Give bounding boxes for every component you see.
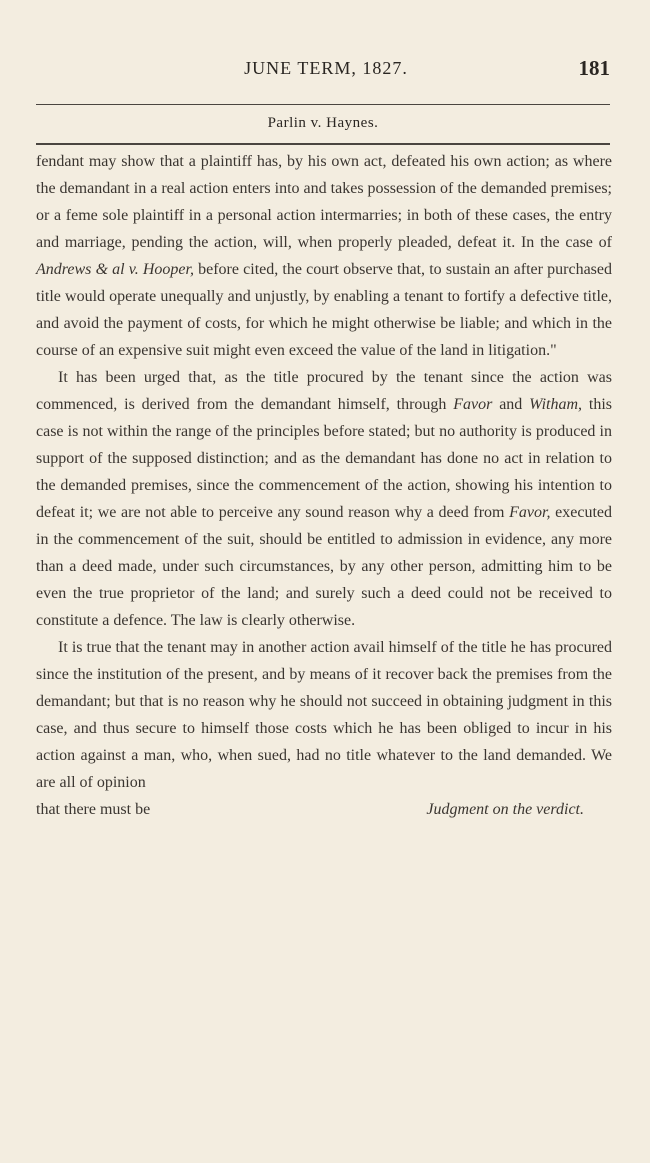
case-citation: Andrews & al v. Hooper, xyxy=(36,261,194,278)
running-head xyxy=(36,58,616,88)
name-favor: Favor xyxy=(453,396,493,413)
page-number: 181 xyxy=(578,56,610,80)
name-favor-2: Favor, xyxy=(509,504,551,521)
running-title: JUNE TERM, 1827. xyxy=(244,58,408,78)
final-line xyxy=(36,796,612,823)
header-rule-top xyxy=(36,104,610,105)
case-name: Parlin v. Haynes. xyxy=(267,115,379,131)
p2-text-1: It has been urged that, as the title procured by the tenant since the action was commenced, is derived from the demandant himself, through xyxy=(36,369,612,413)
final-line-left: that there must be xyxy=(36,801,151,818)
p2-text-3: this case is not within the range of the principles before stated; but no authority is produced in support of the supposed distinction; and as the demandant has done no act in relation to the demanded premises, since the commencement of the action, showing his intention to defeat it; we are not able to perceive any sound reason why a deed from xyxy=(36,396,612,521)
judgment-phrase: Judgment on the verdict. xyxy=(426,801,584,818)
p2-text-4: executed in the commencement of the suit, should be entitled to admission in evidence, any more than a deed made, under such circumstances, by any other person, admitting him to be even the true proprietor of the land; and surely such a deed could not be received to constitute a defence. The law is clearly otherwise. xyxy=(36,504,612,629)
paragraph-3 xyxy=(36,634,612,796)
header-rule-bottom xyxy=(36,143,610,145)
paragraph-1 xyxy=(36,148,612,364)
p3-text-1: It is true that the tenant may in another action avail himself of the title he has procured since the institution of the present, and by means of it recover back the premises from the demandant; but that is no reason why he should not succeed in obtaining judgment in this case, and thus secure to himself those costs which he has been obliged to incur in his action against a man, who, when sued, had no title whatever to the land demanded. We are all of opinion xyxy=(36,639,612,791)
p1-text-1: fendant may show that a plaintiff has, by his own act, defeated his own action; as where the demandant in a real action enters into and takes possession of the demanded premises; or a feme sole plaintiff in a personal action intermarries; in both of these cases, the entry and marriage, pending the action, will, when properly pleaded, defeat it. In the case of xyxy=(36,153,612,251)
p1-text-2: before cited, the court observe that, to sustain an after purchased title would operate unequally and unjustly, by enabling a tenant to fortify a defective title, and avoid the payment of costs, for which he might otherwise be liable; and which in the course of an expensive suit might even exceed the value of the land in litigation." xyxy=(36,261,613,359)
paragraph-2 xyxy=(36,364,612,634)
p2-text-2: and xyxy=(492,396,530,413)
body-text xyxy=(36,148,612,823)
name-witham: Witham, xyxy=(529,396,583,413)
